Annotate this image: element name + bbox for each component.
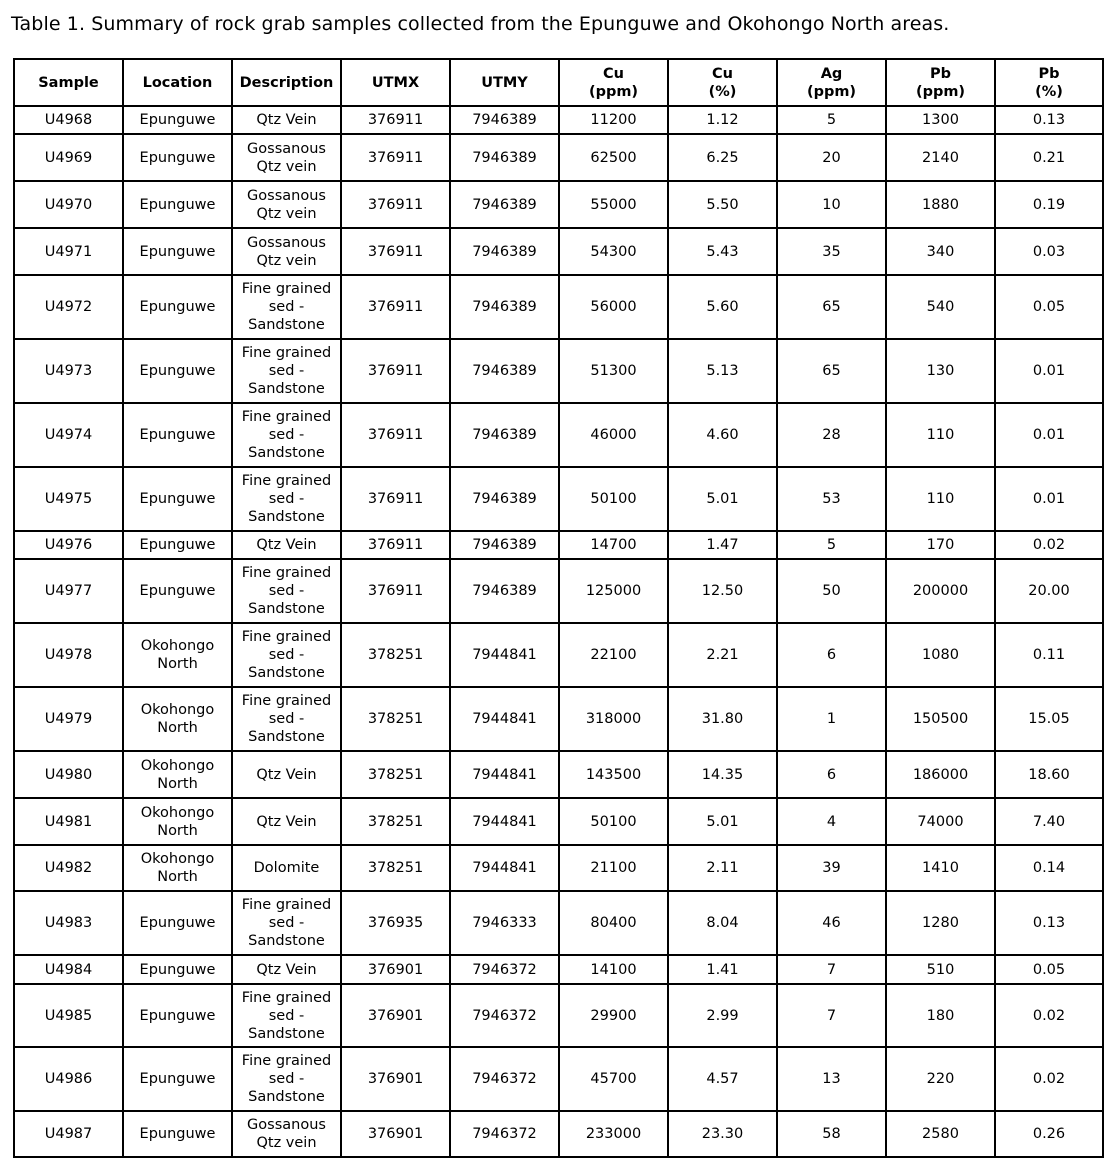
cell-location: Okohongo North: [123, 798, 232, 845]
cell-utmx: 376911: [341, 181, 450, 228]
table-row: [14, 275, 1103, 339]
header-utmy: UTMY: [450, 59, 559, 106]
cell-pb-ppm: 74000: [886, 798, 995, 845]
cell-utmy: 7946389: [450, 339, 559, 403]
table-caption: Table 1. Summary of rock grab samples collected from the Epunguwe and Okohongo North areas.: [11, 13, 950, 35]
cell-cu-ppm: 143500: [559, 751, 668, 798]
cell-description: Dolomite: [232, 845, 341, 891]
rock-samples-table: [13, 58, 1104, 1158]
cell-utmx: 378251: [341, 751, 450, 798]
header-ag-ppm: Ag (ppm): [777, 59, 886, 106]
cell-pb-pct: 0.21: [995, 134, 1103, 181]
cell-pb-pct: 0.13: [995, 106, 1103, 134]
cell-description: Fine grained sed - Sandstone: [232, 687, 341, 751]
cell-pb-pct: 20.00: [995, 559, 1103, 623]
cell-sample: U4981: [14, 798, 123, 845]
cell-cu-pct: 5.01: [668, 467, 777, 531]
cell-cu-pct: 4.60: [668, 403, 777, 467]
cell-ag-ppm: 5: [777, 106, 886, 134]
table-row: [14, 531, 1103, 559]
cell-cu-ppm: 318000: [559, 687, 668, 751]
cell-description: Fine grained sed - Sandstone: [232, 623, 341, 687]
cell-description: Fine grained sed - Sandstone: [232, 1047, 341, 1111]
table-row: [14, 623, 1103, 687]
cell-cu-pct: 5.43: [668, 228, 777, 275]
cell-location: Epunguwe: [123, 339, 232, 403]
table-row: [14, 106, 1103, 134]
cell-ag-ppm: 35: [777, 228, 886, 275]
cell-pb-pct: 18.60: [995, 751, 1103, 798]
cell-location: Epunguwe: [123, 403, 232, 467]
table-row: [14, 181, 1103, 228]
cell-ag-ppm: 5: [777, 531, 886, 559]
cell-pb-ppm: 130: [886, 339, 995, 403]
header-sample: Sample: [14, 59, 123, 106]
cell-cu-ppm: 50100: [559, 798, 668, 845]
cell-utmx: 376911: [341, 403, 450, 467]
cell-pb-pct: 0.02: [995, 531, 1103, 559]
cell-pb-ppm: 150500: [886, 687, 995, 751]
cell-location: Epunguwe: [123, 275, 232, 339]
cell-pb-pct: 0.14: [995, 845, 1103, 891]
cell-pb-pct: 0.03: [995, 228, 1103, 275]
cell-pb-ppm: 110: [886, 467, 995, 531]
cell-pb-ppm: 200000: [886, 559, 995, 623]
cell-utmx: 378251: [341, 687, 450, 751]
cell-cu-ppm: 21100: [559, 845, 668, 891]
cell-utmy: 7946372: [450, 955, 559, 984]
table-row: [14, 228, 1103, 275]
cell-utmy: 7946372: [450, 1111, 559, 1157]
cell-description: Gossanous Qtz vein: [232, 134, 341, 181]
cell-utmx: 378251: [341, 845, 450, 891]
cell-ag-ppm: 4: [777, 798, 886, 845]
cell-utmy: 7946389: [450, 403, 559, 467]
cell-ag-ppm: 6: [777, 623, 886, 687]
cell-ag-ppm: 58: [777, 1111, 886, 1157]
cell-description: Qtz Vein: [232, 955, 341, 984]
cell-description: Fine grained sed - Sandstone: [232, 984, 341, 1047]
cell-cu-ppm: 62500: [559, 134, 668, 181]
cell-sample: U4968: [14, 106, 123, 134]
table-row: [14, 891, 1103, 955]
table-row: [14, 845, 1103, 891]
cell-pb-ppm: 540: [886, 275, 995, 339]
cell-location: Epunguwe: [123, 955, 232, 984]
cell-pb-pct: 7.40: [995, 798, 1103, 845]
cell-cu-ppm: 22100: [559, 623, 668, 687]
cell-utmy: 7944841: [450, 751, 559, 798]
cell-sample: U4978: [14, 623, 123, 687]
cell-utmx: 378251: [341, 798, 450, 845]
cell-location: Epunguwe: [123, 467, 232, 531]
table-row: [14, 687, 1103, 751]
table-row: [14, 984, 1103, 1047]
cell-location: Epunguwe: [123, 134, 232, 181]
cell-utmx: 376911: [341, 531, 450, 559]
cell-location: Okohongo North: [123, 623, 232, 687]
cell-pb-pct: 0.02: [995, 1047, 1103, 1111]
cell-cu-pct: 23.30: [668, 1111, 777, 1157]
cell-sample: U4974: [14, 403, 123, 467]
cell-sample: U4975: [14, 467, 123, 531]
cell-utmy: 7946389: [450, 275, 559, 339]
table-row: [14, 134, 1103, 181]
cell-pb-ppm: 2580: [886, 1111, 995, 1157]
cell-cu-pct: 2.99: [668, 984, 777, 1047]
cell-location: Epunguwe: [123, 984, 232, 1047]
cell-description: Qtz Vein: [232, 106, 341, 134]
cell-sample: U4979: [14, 687, 123, 751]
table-row: [14, 339, 1103, 403]
cell-utmx: 376901: [341, 1047, 450, 1111]
cell-ag-ppm: 7: [777, 984, 886, 1047]
header-location: Location: [123, 59, 232, 106]
cell-sample: U4987: [14, 1111, 123, 1157]
cell-location: Epunguwe: [123, 559, 232, 623]
cell-description: Qtz Vein: [232, 798, 341, 845]
cell-description: Qtz Vein: [232, 531, 341, 559]
cell-cu-ppm: 29900: [559, 984, 668, 1047]
cell-pb-pct: 0.01: [995, 467, 1103, 531]
cell-utmx: 376911: [341, 467, 450, 531]
cell-description: Gossanous Qtz vein: [232, 228, 341, 275]
cell-location: Epunguwe: [123, 891, 232, 955]
cell-sample: U4986: [14, 1047, 123, 1111]
cell-cu-ppm: 50100: [559, 467, 668, 531]
cell-sample: U4970: [14, 181, 123, 228]
cell-pb-ppm: 170: [886, 531, 995, 559]
cell-utmy: 7944841: [450, 623, 559, 687]
cell-description: Fine grained sed - Sandstone: [232, 403, 341, 467]
cell-location: Epunguwe: [123, 1111, 232, 1157]
cell-cu-pct: 2.21: [668, 623, 777, 687]
cell-pb-ppm: 340: [886, 228, 995, 275]
cell-pb-pct: 0.26: [995, 1111, 1103, 1157]
cell-sample: U4983: [14, 891, 123, 955]
cell-pb-ppm: 1280: [886, 891, 995, 955]
cell-utmx: 376911: [341, 134, 450, 181]
cell-description: Fine grained sed - Sandstone: [232, 339, 341, 403]
table-row: [14, 955, 1103, 984]
header-pb-pct: Pb (%): [995, 59, 1103, 106]
cell-pb-pct: 15.05: [995, 687, 1103, 751]
cell-cu-ppm: 125000: [559, 559, 668, 623]
cell-utmx: 376911: [341, 228, 450, 275]
cell-utmx: 376901: [341, 984, 450, 1047]
cell-utmy: 7944841: [450, 845, 559, 891]
cell-utmy: 7946389: [450, 228, 559, 275]
cell-location: Epunguwe: [123, 106, 232, 134]
header-cu-ppm: Cu (ppm): [559, 59, 668, 106]
cell-pb-ppm: 220: [886, 1047, 995, 1111]
cell-cu-pct: 12.50: [668, 559, 777, 623]
table-row: [14, 1047, 1103, 1111]
cell-ag-ppm: 6: [777, 751, 886, 798]
cell-cu-pct: 1.12: [668, 106, 777, 134]
cell-cu-pct: 31.80: [668, 687, 777, 751]
cell-sample: U4969: [14, 134, 123, 181]
cell-pb-pct: 0.02: [995, 984, 1103, 1047]
cell-cu-ppm: 14700: [559, 531, 668, 559]
cell-sample: U4977: [14, 559, 123, 623]
cell-cu-pct: 5.01: [668, 798, 777, 845]
cell-ag-ppm: 13: [777, 1047, 886, 1111]
header-cu-pct: Cu (%): [668, 59, 777, 106]
cell-cu-ppm: 56000: [559, 275, 668, 339]
cell-description: Gossanous Qtz vein: [232, 181, 341, 228]
cell-sample: U4985: [14, 984, 123, 1047]
cell-pb-ppm: 1880: [886, 181, 995, 228]
cell-ag-ppm: 20: [777, 134, 886, 181]
cell-utmy: 7946389: [450, 531, 559, 559]
cell-ag-ppm: 46: [777, 891, 886, 955]
cell-cu-ppm: 51300: [559, 339, 668, 403]
cell-pb-pct: 0.19: [995, 181, 1103, 228]
cell-utmy: 7944841: [450, 687, 559, 751]
cell-ag-ppm: 7: [777, 955, 886, 984]
cell-cu-pct: 6.25: [668, 134, 777, 181]
cell-description: Fine grained sed - Sandstone: [232, 275, 341, 339]
cell-cu-ppm: 54300: [559, 228, 668, 275]
cell-sample: U4971: [14, 228, 123, 275]
table-row: [14, 467, 1103, 531]
cell-pb-pct: 0.05: [995, 955, 1103, 984]
cell-cu-ppm: 55000: [559, 181, 668, 228]
cell-utmy: 7946333: [450, 891, 559, 955]
cell-ag-ppm: 65: [777, 275, 886, 339]
cell-utmy: 7944841: [450, 798, 559, 845]
cell-sample: U4984: [14, 955, 123, 984]
cell-pb-ppm: 186000: [886, 751, 995, 798]
cell-location: Okohongo North: [123, 687, 232, 751]
cell-utmx: 376901: [341, 1111, 450, 1157]
cell-utmy: 7946389: [450, 559, 559, 623]
cell-sample: U4973: [14, 339, 123, 403]
cell-pb-ppm: 1080: [886, 623, 995, 687]
cell-utmy: 7946372: [450, 984, 559, 1047]
cell-cu-pct: 1.41: [668, 955, 777, 984]
cell-ag-ppm: 53: [777, 467, 886, 531]
cell-pb-ppm: 2140: [886, 134, 995, 181]
cell-pb-pct: 0.13: [995, 891, 1103, 955]
table-row: [14, 1111, 1103, 1157]
table-row: [14, 559, 1103, 623]
header-description: Description: [232, 59, 341, 106]
cell-utmy: 7946389: [450, 467, 559, 531]
cell-description: Fine grained sed - Sandstone: [232, 467, 341, 531]
cell-ag-ppm: 65: [777, 339, 886, 403]
cell-utmy: 7946372: [450, 1047, 559, 1111]
cell-pb-ppm: 1410: [886, 845, 995, 891]
cell-location: Epunguwe: [123, 181, 232, 228]
cell-location: Epunguwe: [123, 1047, 232, 1111]
table-row: [14, 751, 1103, 798]
cell-utmx: 378251: [341, 623, 450, 687]
cell-pb-ppm: 110: [886, 403, 995, 467]
cell-cu-ppm: 46000: [559, 403, 668, 467]
cell-pb-pct: 0.01: [995, 339, 1103, 403]
cell-location: Okohongo North: [123, 751, 232, 798]
cell-utmx: 376911: [341, 275, 450, 339]
cell-utmx: 376911: [341, 106, 450, 134]
cell-utmx: 376911: [341, 339, 450, 403]
cell-cu-pct: 5.13: [668, 339, 777, 403]
cell-pb-ppm: 510: [886, 955, 995, 984]
cell-pb-ppm: 1300: [886, 106, 995, 134]
cell-description: Qtz Vein: [232, 751, 341, 798]
cell-pb-pct: 0.01: [995, 403, 1103, 467]
cell-utmy: 7946389: [450, 106, 559, 134]
table-row: [14, 798, 1103, 845]
cell-location: Epunguwe: [123, 531, 232, 559]
table-body: [14, 106, 1103, 1157]
cell-ag-ppm: 1: [777, 687, 886, 751]
cell-description: Fine grained sed - Sandstone: [232, 891, 341, 955]
cell-utmx: 376935: [341, 891, 450, 955]
cell-pb-pct: 0.11: [995, 623, 1103, 687]
cell-sample: U4972: [14, 275, 123, 339]
cell-utmy: 7946389: [450, 181, 559, 228]
cell-utmx: 376901: [341, 955, 450, 984]
cell-location: Epunguwe: [123, 228, 232, 275]
cell-cu-pct: 5.50: [668, 181, 777, 228]
cell-utmx: 376911: [341, 559, 450, 623]
header-row: [14, 59, 1103, 106]
cell-location: Okohongo North: [123, 845, 232, 891]
cell-utmy: 7946389: [450, 134, 559, 181]
cell-cu-ppm: 45700: [559, 1047, 668, 1111]
cell-sample: U4976: [14, 531, 123, 559]
cell-cu-pct: 5.60: [668, 275, 777, 339]
cell-cu-ppm: 14100: [559, 955, 668, 984]
cell-description: Gossanous Qtz vein: [232, 1111, 341, 1157]
cell-cu-pct: 1.47: [668, 531, 777, 559]
header-utmx: UTMX: [341, 59, 450, 106]
cell-pb-ppm: 180: [886, 984, 995, 1047]
cell-cu-pct: 4.57: [668, 1047, 777, 1111]
table-row: [14, 403, 1103, 467]
header-pb-ppm: Pb (ppm): [886, 59, 995, 106]
cell-cu-ppm: 80400: [559, 891, 668, 955]
cell-ag-ppm: 50: [777, 559, 886, 623]
cell-pb-pct: 0.05: [995, 275, 1103, 339]
cell-cu-ppm: 233000: [559, 1111, 668, 1157]
cell-ag-ppm: 28: [777, 403, 886, 467]
cell-sample: U4982: [14, 845, 123, 891]
cell-cu-pct: 14.35: [668, 751, 777, 798]
cell-cu-ppm: 11200: [559, 106, 668, 134]
cell-sample: U4980: [14, 751, 123, 798]
cell-cu-pct: 8.04: [668, 891, 777, 955]
cell-ag-ppm: 10: [777, 181, 886, 228]
cell-ag-ppm: 39: [777, 845, 886, 891]
cell-description: Fine grained sed - Sandstone: [232, 559, 341, 623]
cell-cu-pct: 2.11: [668, 845, 777, 891]
